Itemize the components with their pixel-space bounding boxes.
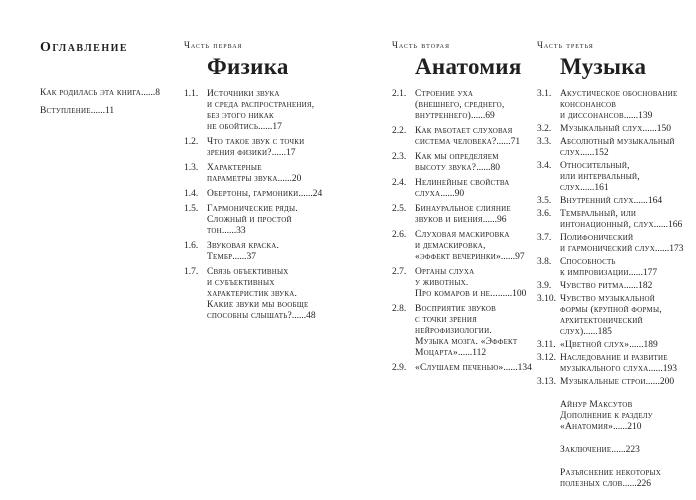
entry-line-text: Разъяснение некоторых bbox=[560, 468, 661, 478]
entry-text bbox=[560, 377, 674, 388]
entry-line-text: Музыка мозга. «Эффект bbox=[415, 337, 518, 347]
entry-line-text: с точки зрения bbox=[415, 315, 478, 325]
entry-number: 3.12. bbox=[537, 353, 556, 363]
entry-page: ......185 bbox=[583, 327, 612, 337]
entry-page: ......17 bbox=[271, 148, 296, 158]
entry-line bbox=[415, 304, 517, 315]
entry-text bbox=[560, 196, 662, 207]
entry-line-text: Наследование и развитие bbox=[560, 353, 668, 363]
entry-number: 3.11. bbox=[537, 340, 556, 350]
toc-entry bbox=[184, 163, 334, 185]
toc-entry bbox=[537, 196, 687, 207]
entry-line-text: «Цветной слух» bbox=[560, 340, 630, 350]
entry-line bbox=[560, 137, 675, 148]
entry-page: ......69 bbox=[471, 111, 495, 121]
entry-text bbox=[560, 257, 657, 279]
entry-line bbox=[415, 230, 525, 241]
toc-entry bbox=[537, 209, 687, 231]
entry-line-text: система человека? bbox=[415, 137, 497, 147]
toc-entry bbox=[537, 294, 687, 338]
entry-text bbox=[560, 445, 640, 456]
entry-line-text: Связь объективных bbox=[207, 267, 289, 277]
entry-page: ......210 bbox=[613, 422, 642, 432]
part-3-title: Музыка bbox=[560, 54, 647, 79]
entry-line bbox=[207, 267, 316, 278]
entry-number: 3.4. bbox=[537, 161, 552, 171]
entry-line bbox=[207, 111, 314, 122]
entry-line-text: Что такое звук с точки bbox=[207, 137, 305, 147]
front-matter-label: Как родилась эта книга bbox=[40, 88, 141, 98]
entry-page: ......177 bbox=[628, 268, 658, 278]
entry-line bbox=[560, 411, 653, 422]
entry-line-text: способны слышать? bbox=[207, 311, 292, 321]
entry-page: ......200 bbox=[645, 377, 675, 387]
entry-line-text: характеристик звука. bbox=[207, 289, 298, 299]
entry-line-text: к импровизации bbox=[560, 268, 629, 278]
entry-line-text: Сложный и простой bbox=[207, 215, 292, 225]
entry-line-text: Нелинейные свойства bbox=[415, 178, 510, 188]
entry-line-text: звуков и биения bbox=[415, 215, 483, 225]
entry-text bbox=[207, 241, 279, 263]
entry-page: ......152 bbox=[580, 148, 609, 158]
entry-number: 2.9. bbox=[392, 363, 407, 373]
back-matter-list bbox=[537, 400, 687, 490]
entry-page: ......166 bbox=[653, 220, 683, 230]
entry-line bbox=[560, 353, 677, 364]
entry-line-text: «Анатомия» bbox=[560, 422, 614, 432]
entry-line bbox=[415, 163, 500, 174]
entry-page: ......173 bbox=[654, 244, 684, 254]
entry-line bbox=[560, 305, 662, 316]
entry-text bbox=[207, 137, 304, 159]
entry-line-text: Заключение bbox=[560, 445, 612, 455]
entry-line bbox=[560, 124, 671, 135]
entry-page: ......20 bbox=[277, 174, 302, 184]
entry-line-text: Гармонические ряды. bbox=[207, 204, 298, 214]
entry-line-text: Как мы определяем bbox=[415, 152, 499, 162]
entry-text bbox=[415, 204, 511, 226]
entry-line bbox=[560, 89, 677, 100]
entry-line bbox=[415, 215, 511, 226]
entry-line-text: (внешнего, среднего, bbox=[415, 100, 505, 110]
entry-line-text: Абсолютный музыкальный bbox=[560, 137, 675, 147]
entry-line bbox=[560, 364, 677, 375]
entry-line-text: Чувство музыкальной bbox=[560, 294, 655, 304]
entry-line bbox=[415, 100, 504, 111]
front-matter-entry bbox=[40, 106, 180, 117]
entry-text bbox=[560, 468, 661, 490]
entry-line-text: Музыкальный слух bbox=[560, 124, 643, 134]
entry-line bbox=[207, 289, 316, 300]
toc-entry bbox=[537, 233, 687, 255]
entry-page: ......226 bbox=[622, 479, 652, 489]
toc-entry bbox=[184, 204, 334, 237]
entry-line bbox=[207, 278, 316, 289]
entry-number: 1.7. bbox=[184, 267, 199, 277]
entry-line bbox=[415, 363, 532, 374]
toc-entry bbox=[392, 304, 534, 359]
entry-number: 1.4. bbox=[184, 189, 199, 199]
entry-line bbox=[415, 278, 526, 289]
entry-line bbox=[560, 468, 661, 479]
toc-entry bbox=[392, 204, 534, 226]
entry-line-text: архитектонический bbox=[560, 316, 643, 326]
entry-line-text: Айнур Максутов bbox=[560, 400, 633, 410]
entry-text bbox=[560, 340, 658, 351]
entry-number: 2.6. bbox=[392, 230, 407, 240]
entry-number: 2.8. bbox=[392, 304, 407, 314]
entry-page: ......80 bbox=[476, 163, 500, 173]
entry-page: ......100 bbox=[497, 289, 527, 299]
entry-page: ......97 bbox=[500, 252, 525, 262]
entry-number: 3.7. bbox=[537, 233, 552, 243]
entry-line bbox=[415, 189, 510, 200]
entry-line-text: Чувство ритма bbox=[560, 281, 624, 291]
toc-entry bbox=[392, 267, 534, 300]
entry-text bbox=[560, 281, 652, 292]
entry-line bbox=[560, 377, 674, 388]
entry-line bbox=[560, 340, 658, 351]
toc-entry bbox=[392, 152, 534, 174]
toc-entry bbox=[537, 468, 687, 490]
entry-text bbox=[415, 267, 526, 300]
entry-line-text: Восприятие звуков bbox=[415, 304, 496, 314]
entry-number: 3.10. bbox=[537, 294, 556, 304]
toc-heading: Оглавление bbox=[40, 40, 129, 55]
entry-line bbox=[560, 172, 640, 183]
toc-entry bbox=[392, 89, 534, 122]
entry-line bbox=[560, 196, 662, 207]
entry-line bbox=[560, 257, 657, 268]
entry-page: ......11 bbox=[90, 106, 115, 116]
entry-number: 3.1. bbox=[537, 89, 552, 99]
entry-line bbox=[560, 422, 653, 433]
entry-line bbox=[415, 126, 520, 137]
entry-line bbox=[207, 226, 298, 237]
entry-line-text: полезных слов bbox=[560, 479, 623, 489]
toc-entry bbox=[537, 445, 687, 456]
entry-line bbox=[415, 315, 517, 326]
entry-text bbox=[560, 400, 653, 433]
entry-line bbox=[415, 337, 517, 348]
entry-page: ......24 bbox=[298, 189, 323, 199]
entry-page: ......90 bbox=[440, 189, 465, 199]
entry-number: 3.5. bbox=[537, 196, 552, 206]
entry-line bbox=[207, 137, 304, 148]
part-1-label: Часть первая bbox=[184, 40, 243, 50]
toc-entry bbox=[392, 178, 534, 200]
entry-line-text: слух) bbox=[560, 327, 584, 337]
entry-line-text: Акустическое обоснование bbox=[560, 89, 678, 99]
front-matter-list bbox=[40, 88, 180, 117]
toc-entry bbox=[537, 281, 687, 292]
entry-page: ......17 bbox=[258, 122, 282, 132]
part-2-title: Анатомия bbox=[415, 54, 522, 79]
entry-line bbox=[207, 215, 298, 226]
entry-page: ......33 bbox=[221, 226, 246, 236]
entry-text bbox=[560, 124, 671, 135]
entry-page: ......8 bbox=[140, 88, 160, 98]
entry-line bbox=[207, 89, 314, 100]
entry-text bbox=[207, 204, 298, 237]
entry-line-text: Способность bbox=[560, 257, 616, 267]
entry-line bbox=[207, 204, 298, 215]
entry-line bbox=[415, 178, 510, 189]
entry-line bbox=[207, 148, 304, 159]
entry-line bbox=[415, 252, 525, 263]
toc-entry bbox=[392, 230, 534, 263]
entry-number: 3.13. bbox=[537, 377, 556, 387]
entry-number: 1.6. bbox=[184, 241, 199, 251]
entry-page: ......48 bbox=[291, 311, 316, 321]
entry-line bbox=[415, 326, 517, 337]
entry-text bbox=[415, 126, 520, 148]
entry-line bbox=[207, 252, 279, 263]
entry-line bbox=[415, 89, 504, 100]
entry-line-text: слуха bbox=[415, 189, 441, 199]
entry-number: 3.8. bbox=[537, 257, 552, 267]
entry-line-text: и среда распространения, bbox=[207, 100, 315, 110]
entry-line-text: «Слушаем печенью» bbox=[415, 363, 504, 373]
contents-column bbox=[40, 40, 180, 124]
entry-text bbox=[560, 89, 677, 122]
entry-page: ......112 bbox=[457, 348, 487, 358]
entry-page: ......182 bbox=[623, 281, 653, 291]
entry-line-text: параметры звука bbox=[207, 174, 278, 184]
entry-line-text: слух bbox=[560, 148, 581, 158]
entry-line-text: Строение уха bbox=[415, 89, 474, 99]
entry-line-text: или интервальный, bbox=[560, 172, 640, 182]
entry-line bbox=[560, 316, 662, 327]
entry-line bbox=[207, 163, 301, 174]
entry-page: ......223 bbox=[611, 445, 640, 455]
toc-entry bbox=[184, 89, 334, 133]
part-1-entries bbox=[184, 89, 334, 322]
entry-line bbox=[207, 311, 316, 322]
entry-line-text: и демаскировка, bbox=[415, 241, 486, 251]
entry-line bbox=[415, 348, 517, 359]
entry-line bbox=[415, 152, 500, 163]
entry-line bbox=[415, 241, 525, 252]
entry-page: ......161 bbox=[580, 183, 609, 193]
entry-number: 1.3. bbox=[184, 163, 199, 173]
entry-line bbox=[207, 300, 316, 311]
entry-line-text: и субъективных bbox=[207, 278, 275, 288]
front-matter-label: Вступление bbox=[40, 106, 91, 116]
entry-line bbox=[560, 244, 683, 255]
entry-line bbox=[560, 220, 682, 231]
entry-text bbox=[560, 209, 682, 231]
entry-line bbox=[560, 183, 640, 194]
entry-line-text: зрения физики? bbox=[207, 148, 272, 158]
entry-line-text: Звуковая краска. bbox=[207, 241, 280, 251]
entry-line-text: Про комаров и не... bbox=[415, 289, 498, 299]
entry-line-text: тон bbox=[207, 226, 222, 236]
entry-line bbox=[207, 100, 314, 111]
entry-number: 1.2. bbox=[184, 137, 199, 147]
part-3-label: Часть третья bbox=[537, 40, 594, 50]
entry-page: ......96 bbox=[482, 215, 507, 225]
part-2-label: Часть вторая bbox=[392, 40, 450, 50]
toc-entry bbox=[537, 137, 687, 159]
entry-line-text: слух bbox=[560, 183, 581, 193]
entry-line bbox=[207, 241, 279, 252]
entry-text bbox=[207, 89, 314, 133]
entry-line-text: Слуховая маскировка bbox=[415, 230, 510, 240]
entry-page: ......71 bbox=[496, 137, 521, 147]
toc-entry bbox=[537, 400, 687, 433]
front-matter-entry bbox=[40, 88, 180, 99]
entry-text bbox=[560, 137, 675, 159]
entry-line bbox=[560, 233, 683, 244]
entry-line-text: Внутренний слух bbox=[560, 196, 634, 206]
entry-line bbox=[560, 209, 682, 220]
entry-line-text: внутреннего) bbox=[415, 111, 472, 121]
entry-line-text: Дополнение к разделу bbox=[560, 411, 653, 421]
entry-line bbox=[560, 268, 657, 279]
entry-line bbox=[560, 445, 640, 456]
entry-line-text: консонансов bbox=[560, 100, 617, 110]
entry-line bbox=[560, 281, 652, 292]
part-2-entries bbox=[392, 89, 534, 374]
entry-line-text: и диссонансов bbox=[560, 111, 624, 121]
entry-number: 2.5. bbox=[392, 204, 407, 214]
entry-text bbox=[415, 230, 525, 263]
entry-line-text: и гармонический слух bbox=[560, 244, 655, 254]
entry-number: 2.2. bbox=[392, 126, 407, 136]
entry-line-text: Моцарта» bbox=[415, 348, 458, 358]
entry-line-text: музыкального слуха bbox=[560, 364, 649, 374]
entry-line-text: интонационный, слух bbox=[560, 220, 654, 230]
entry-line bbox=[560, 148, 675, 159]
entry-page: ......37 bbox=[232, 252, 256, 262]
entry-line bbox=[560, 400, 653, 411]
entry-number: 3.9. bbox=[537, 281, 552, 291]
entry-page: ......189 bbox=[629, 340, 658, 350]
entry-line bbox=[560, 294, 662, 305]
entry-line bbox=[415, 111, 504, 122]
toc-entry bbox=[537, 89, 687, 122]
toc-entry bbox=[184, 189, 334, 200]
entry-text bbox=[415, 304, 517, 359]
entry-line-text: Органы слуха bbox=[415, 267, 475, 277]
entry-line-text: Обертоны, гармоники bbox=[207, 189, 299, 199]
toc-entry bbox=[184, 241, 334, 263]
entry-number: 2.3. bbox=[392, 152, 407, 162]
entry-line-text: Бинауральное слияние bbox=[415, 204, 511, 214]
entry-number: 2.7. bbox=[392, 267, 407, 277]
entry-line-text: Относительный, bbox=[560, 161, 630, 171]
toc-entry bbox=[392, 126, 534, 148]
toc-entry bbox=[537, 161, 687, 194]
entry-line-text: Полифонический bbox=[560, 233, 634, 243]
part-1-column bbox=[184, 40, 334, 326]
entry-text bbox=[415, 89, 504, 122]
toc-entry bbox=[184, 137, 334, 159]
entry-text bbox=[560, 233, 683, 255]
entry-line-text: Тембральный, или bbox=[560, 209, 637, 219]
entry-line-text: нейрофизиологии. bbox=[415, 326, 492, 336]
entry-line-text: Музыкальные строи bbox=[560, 377, 646, 387]
entry-line-text: без этого никак bbox=[207, 111, 274, 121]
entry-text bbox=[415, 152, 500, 174]
entry-line-text: «эффект вечеринки» bbox=[415, 252, 501, 262]
toc-entry bbox=[537, 377, 687, 388]
entry-number: 1.1. bbox=[184, 89, 199, 99]
part-1-title: Физика bbox=[207, 54, 289, 79]
entry-line bbox=[207, 189, 322, 200]
entry-page: ......150 bbox=[642, 124, 671, 134]
entry-text bbox=[207, 163, 301, 185]
entry-line-text: Источники звука bbox=[207, 89, 280, 99]
entry-text bbox=[560, 294, 662, 338]
entry-page: ......193 bbox=[648, 364, 678, 374]
entry-line bbox=[415, 137, 520, 148]
entry-page: ......134 bbox=[503, 363, 532, 373]
toc-entry bbox=[537, 353, 687, 375]
entry-text bbox=[207, 189, 322, 200]
toc-entry bbox=[537, 124, 687, 135]
entry-line bbox=[560, 327, 662, 338]
entry-line-text: Характерные bbox=[207, 163, 262, 173]
entry-text bbox=[560, 353, 677, 375]
entry-line-text: Тембр bbox=[207, 252, 233, 262]
entry-line bbox=[560, 111, 677, 122]
entry-line bbox=[207, 122, 314, 133]
entry-text bbox=[415, 178, 510, 200]
entry-line bbox=[560, 100, 677, 111]
toc-entry bbox=[392, 363, 534, 374]
entry-text bbox=[560, 161, 640, 194]
entry-line-text: Какие звуки мы вообще bbox=[207, 300, 309, 310]
entry-number: 1.5. bbox=[184, 204, 199, 214]
entry-line bbox=[415, 289, 526, 300]
toc-entry bbox=[537, 257, 687, 279]
entry-number: 2.4. bbox=[392, 178, 407, 188]
entry-page: ......139 bbox=[623, 111, 653, 121]
entry-line bbox=[560, 161, 640, 172]
entry-line bbox=[560, 479, 661, 490]
entry-line-text: Как работает слуховая bbox=[415, 126, 513, 136]
entry-line-text: формы (крупной формы, bbox=[560, 305, 662, 315]
entry-line bbox=[415, 267, 526, 278]
entry-line-text: не обойтись bbox=[207, 122, 259, 132]
entry-line bbox=[415, 204, 511, 215]
toc-entry bbox=[184, 267, 334, 322]
entry-text bbox=[415, 363, 532, 374]
entry-number: 3.2. bbox=[537, 124, 552, 134]
entry-line bbox=[207, 174, 301, 185]
entry-text bbox=[207, 267, 316, 322]
entry-line-text: у животных. bbox=[415, 278, 469, 288]
part-2-column bbox=[392, 40, 534, 378]
part-3-column bbox=[537, 40, 687, 490]
toc-entry bbox=[537, 340, 687, 351]
entry-number: 2.1. bbox=[392, 89, 407, 99]
entry-line-text: высоту звука? bbox=[415, 163, 477, 173]
entry-page: ......164 bbox=[633, 196, 663, 206]
part-3-entries bbox=[537, 89, 687, 388]
entry-number: 3.3. bbox=[537, 137, 552, 147]
entry-number: 3.6. bbox=[537, 209, 552, 219]
